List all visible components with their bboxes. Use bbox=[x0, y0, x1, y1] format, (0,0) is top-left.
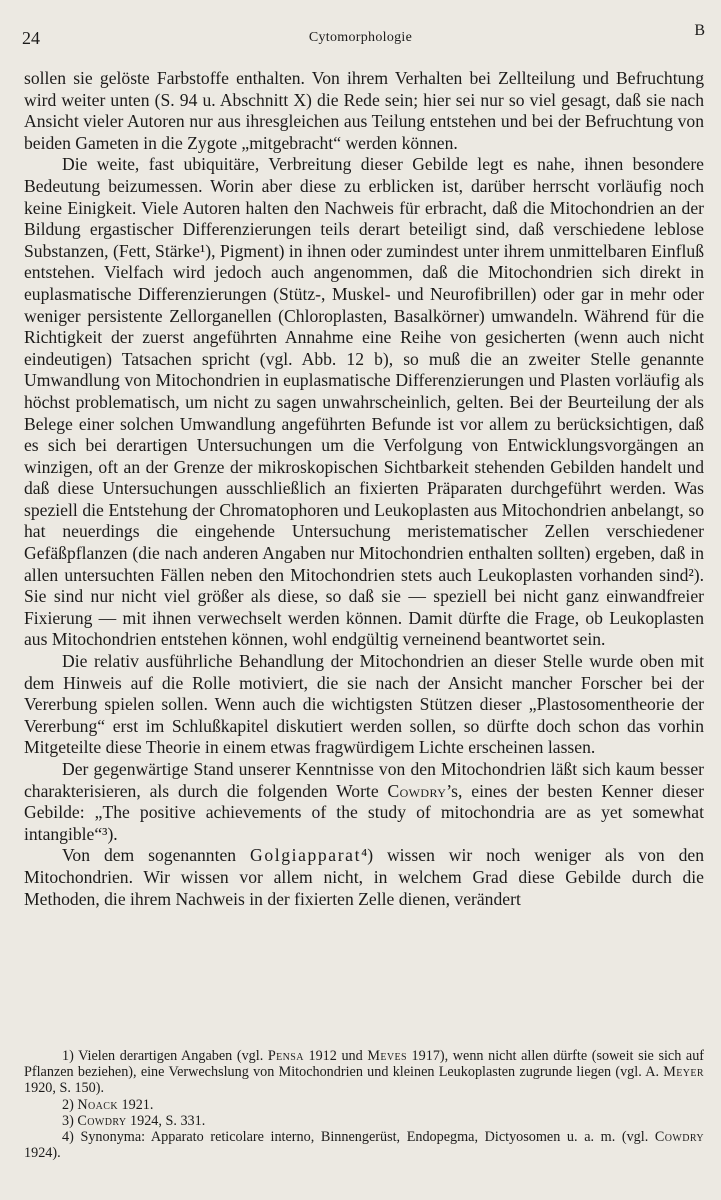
footnote-text: 1921. bbox=[117, 1096, 154, 1113]
page-header bbox=[0, 22, 721, 52]
paragraph-5 bbox=[24, 845, 704, 910]
main-text bbox=[24, 68, 704, 910]
footnote-text: Vielen derartigen Angaben (vgl. bbox=[73, 1048, 268, 1064]
paragraph-5-rest: ⁴) wissen wir noch weniger als von den Mitochondrien. Wir wissen vor allem nicht, in welchem Grad diese Gebilde durch die Methoden, die ihrem Nachweis in der fixierten Zelle dienen, verändert bbox=[24, 845, 704, 909]
footnote-marker: 2) bbox=[62, 1096, 74, 1113]
footnote-marker: 4) bbox=[62, 1129, 74, 1146]
footnote-3 bbox=[24, 1113, 704, 1129]
paragraph-4-lead: Der gegenwärtige Stand unserer Kenntnisse von den Mitochondrien läßt sich kaum besser charakterisieren, als durch die folgenden Worte bbox=[24, 759, 704, 801]
paragraph-4 bbox=[24, 759, 704, 845]
footnote-4 bbox=[24, 1129, 704, 1161]
footnote-text: Synonyma: Apparato reticolare interno, Binnengerüst, Endopegma, Dictyosomen u. a. m. (vgl. bbox=[73, 1129, 655, 1146]
paragraph-4-rest: ’s, eines der besten Kenner dieser Gebilde: „The positive achievements of the study of mitochondria are as yet somewhat intangible“³). bbox=[24, 780, 704, 844]
footnotes bbox=[24, 1048, 704, 1161]
footnote-marker: 1) bbox=[62, 1048, 74, 1064]
footnote-text: 1912 und bbox=[303, 1048, 368, 1064]
running-title: Cytomorphologie bbox=[308, 30, 413, 45]
paragraph-1: sollen sie gelöste Farbstoffe enthalten. Von ihrem Verhalten bei Zellteilung und Befruchtung wird weiter unten (S. 94 u. Abschnitt X) die Rede sein; hier sei nur so viel gesagt, daß sie nach Ansicht vieler Autoren nur aus ihresgleichen aus Teilung entstehen und bei der Befruchtung von beiden Gameten in die Zygote „mitgebracht“ werden können. bbox=[24, 68, 704, 153]
author-name: Cowdry bbox=[77, 1112, 127, 1129]
spaced-term: Golgiapparat bbox=[250, 845, 362, 866]
author-name: Meyer bbox=[663, 1064, 704, 1081]
author-name: Meves bbox=[367, 1048, 407, 1064]
footnote-1 bbox=[24, 1048, 704, 1097]
paragraph-5-lead: Von dem sogenannten bbox=[62, 845, 251, 866]
author-name: Noack bbox=[77, 1096, 118, 1113]
author-name: Cowdry bbox=[654, 1129, 704, 1146]
author-name: Pensa bbox=[267, 1048, 304, 1064]
page-number: 24 bbox=[22, 28, 40, 48]
footnote-marker: 3) bbox=[62, 1112, 74, 1129]
footnote-text: 1924). bbox=[24, 1145, 61, 1162]
corner-mark: B bbox=[694, 22, 705, 39]
paragraph-2: Die weite, fast ubiquitäre, Verbreitung dieser Gebilde legt es nahe, ihnen besondere Bedeutung beizumessen. Worin aber diese zu erblicken ist, darüber herrscht vorläufig noch keine Einigkeit. Viele Autoren halten den Nachweis für erbracht, daß die Mitochondrien an der Bildung ergastischer Differenzierungen teils derart beteiligt sind, daß verschiedene leblose Substanzen, (Fett, Stärke¹), Pigment) in ihnen oder zumindest unter ihrem unmittelbaren Einfluß entstehen. Vielfach wird jedoch auch angenommen, daß die Mitochondrien sich direkt in euplasmatische Differenzierungen (Stütz-, Muskel- und Neurofibrillen) oder gar in mehr oder weniger persistente Zellorganellen (Chloroplasten, Basalkörner) umwandeln. Während für die Richtigkeit der zuerst angeführten Annahme eine Reihe von gesicherten (wenn auch nicht eindeutigen) Tatsachen spricht (vgl. Abb. 12 b), so muß die an zweiter Stelle genannte Umwandlung von Mitochondrien in euplasmatische Differenzierungen und Plasten vorläufig als höchst problematisch, um nicht zu sagen unwahrscheinlich, gelten. Bei der Beurteilung der als Belege einer solchen Umwandlung angeführten Befunde ist vor allem zu berücksichtigen, daß es sich bei derartigen Untersuchungen um die Verfolgung von Entwicklungsvorgängen an winzigen, oft an der Grenze der mikroskopischen Sichtbarkeit stehenden Gebilden handelt und daß diese Untersuchungen ausschließlich an fixierten Präparaten durchgeführt werden. Was speziell die Entstehung der Chromatophoren und Leukoplasten aus Mitochondrien anbelangt, so hat neuerdings die eingehende Untersuchung meristematischer Zellen verschiedener Gefäßpflanzen (die nach anderen Angaben nur Mitochondrien enthalten sollten) ergeben, daß in allen untersuchten Fällen neben den Mitochondrien stets auch Leukoplasten vorhanden sind²). Sie sind nur nicht viel größer als diese, so daß sie — speziell bei nicht ganz einwandfreier Fixierung — mit ihnen verwechselt werden können. Damit dürfte die Frage, ob Leukoplasten aus Mitochondrien entstehen können, wohl endgültig verneinend beantwortet sein. bbox=[24, 154, 704, 650]
author-name: Cowdry bbox=[387, 780, 447, 801]
footnote-2 bbox=[24, 1097, 704, 1113]
footnote-text: 1924, S. 331. bbox=[126, 1112, 206, 1129]
footnote-text: 1920, S. 150). bbox=[24, 1080, 105, 1097]
paragraph-3: Die relativ ausführliche Behandlung der Mitochondrien an dieser Stelle wurde oben mit dem Hinweis auf die Rolle motiviert, die sie nach der Ansicht mancher Forscher bei der Vererbung spielen sollen. Wenn auch die wichtigsten Stützen dieser „Plastosomentheorie der Vererbung“ erst im Schlußkapitel diskutiert werden sollen, so dürfte doch schon das vorhin Mitgeteilte diese Theorie in einem etwas fragwürdigem Lichte erscheinen lassen. bbox=[24, 651, 704, 758]
footnote-text: 1917), wenn nicht allen dürfte (soweit sie sich auf Pflanzen beziehen), eine Verwechslung von Mitochondrien und kleinen Leukoplasten zugrunde liegen (vgl. A. bbox=[24, 1048, 705, 1081]
